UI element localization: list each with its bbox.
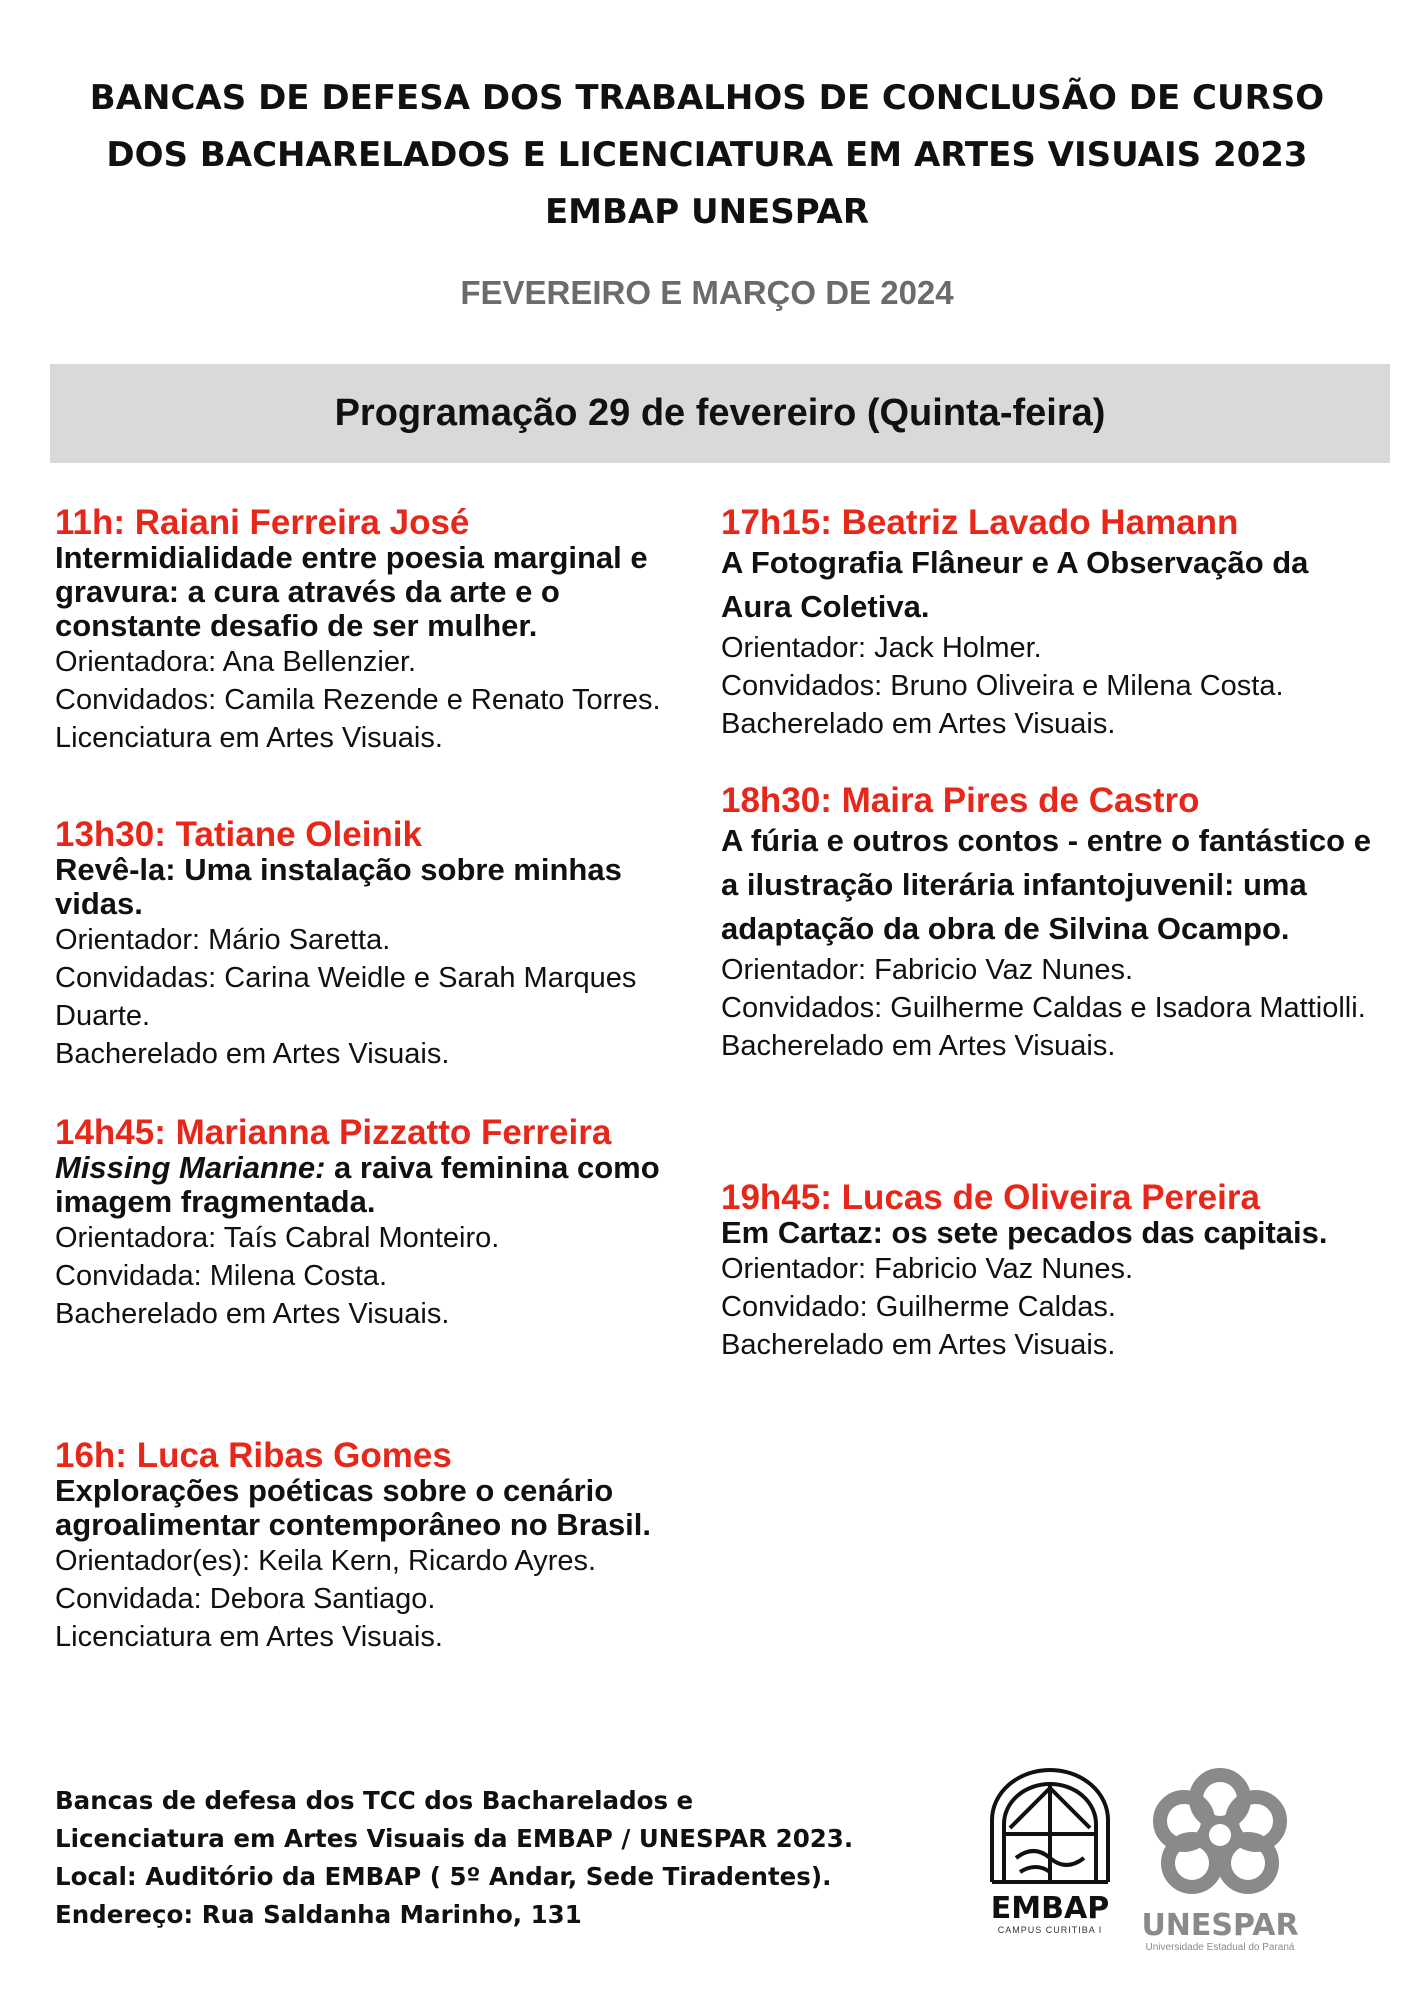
schedule-entry: [55, 505, 705, 757]
main-title-line-2: DOS BACHARELADOS E LICENCIATURA EM ARTES VISUAIS 2023: [106, 135, 1308, 175]
footer-line: Bancas de defesa dos TCC dos Bacharelados e: [55, 1786, 694, 1815]
entry-guests: Convidada: Debora Santiago.: [55, 1583, 436, 1615]
entry-course: Bacherelado em Artes Visuais.: [55, 1038, 450, 1070]
entry-advisor: Orientadora: Taís Cabral Monteiro.: [55, 1222, 500, 1254]
main-title-line-3: EMBAP UNESPAR: [544, 192, 870, 232]
entry-work-title: Revê-la: Uma instalação sobre minhas vidas.: [55, 852, 622, 921]
entry-work-title: Explorações poéticas sobre o cenário agroalimentar contemporâneo no Brasil.: [55, 1473, 652, 1542]
entry-advisor: Orientadora: Ana Bellenzier.: [55, 646, 417, 678]
entry-course: Licenciatura em Artes Visuais.: [55, 722, 443, 754]
entry-time-name: 11h: Raiani Ferreira José: [55, 503, 470, 542]
entry-time-name: 19h45: Lucas de Oliveira Pereira: [721, 1178, 1260, 1217]
schedule-entry: [55, 1115, 705, 1333]
embap-logo: [986, 1768, 1114, 1935]
entry-work-title-italic: Missing Marianne:: [55, 1150, 326, 1185]
main-title-line-1: BANCAS DE DEFESA DOS TRABALHOS DE CONCLUSÃO DE CURSO: [89, 78, 1325, 118]
entry-work-title: [55, 1151, 705, 1219]
program-banner: [50, 364, 1390, 463]
entry-course: Licenciatura em Artes Visuais.: [55, 1621, 443, 1653]
entry-time-name: 16h: Luca Ribas Gomes: [55, 1436, 452, 1475]
entry-guests: Convidado: Guilherme Caldas.: [721, 1291, 1116, 1323]
entry-course: Bacherelado em Artes Visuais.: [721, 1030, 1116, 1062]
arched-window-logo-icon: [986, 1768, 1114, 1884]
entry-advisor: Orientador: Fabricio Vaz Nunes.: [721, 1253, 1134, 1285]
entry-course: Bacherelado em Artes Visuais.: [721, 708, 1116, 740]
entry-work-title-rest: a raiva feminina como imagem fragmentada.: [55, 1150, 660, 1219]
entry-work-title: Intermidialidade entre poesia marginal e gravura: a cura através da arte e o constante desafio de ser mulher.: [55, 540, 648, 643]
entry-guests: Convidados: Guilherme Caldas e Isadora Mattiolli.: [721, 992, 1366, 1024]
event-dates: FEVEREIRO E MARÇO DE 2024: [460, 274, 954, 311]
schedule-entry: [721, 783, 1371, 1065]
schedule-entry: [721, 1180, 1371, 1364]
entry-advisor: Orientador(es): Keila Kern, Ricardo Ayres.: [55, 1545, 597, 1577]
entry-time-name: 17h15: Beatriz Lavado Hamann: [721, 503, 1239, 542]
entry-course: Bacherelado em Artes Visuais.: [55, 1298, 450, 1330]
program-banner-label: Programação 29 de fevereiro (Quinta-feira): [334, 392, 1106, 434]
entry-time-name: 18h30: Maira Pires de Castro: [721, 781, 1200, 820]
entry-guests: Convidadas: Carina Weidle e Sarah Marques Duarte.: [55, 962, 637, 1032]
entry-guests: Convidados: Camila Rezende e Renato Torres.: [55, 684, 661, 716]
entry-work-title: A Fotografia Flâneur e A Observação da Aura Coletiva.: [721, 545, 1309, 624]
unespar-logo-subtitle: Universidade Estadual do Paraná: [1145, 1942, 1295, 1953]
entry-advisor: Orientador: Fabricio Vaz Nunes.: [721, 954, 1134, 986]
entry-time-name: 13h30: Tatiane Oleinik: [55, 815, 422, 854]
footer-info: [55, 1782, 915, 1934]
footer-line: Local: Auditório da EMBAP ( 5º Andar, Sede Tiradentes).: [55, 1862, 832, 1891]
entry-work-title: Em Cartaz: os sete pecados das capitais.: [721, 1215, 1328, 1250]
embap-logo-wordmark: EMBAP: [990, 1891, 1110, 1926]
unespar-logo: [1140, 1763, 1300, 1953]
entry-advisor: Orientador: Jack Holmer.: [721, 632, 1042, 664]
entry-guests: Convidada: Milena Costa.: [55, 1260, 388, 1292]
entry-course: Bacherelado em Artes Visuais.: [721, 1329, 1116, 1361]
schedule-entry: [55, 1438, 705, 1656]
flower-logo-icon: [1140, 1763, 1300, 1905]
entry-guests: Convidados: Bruno Oliveira e Milena Costa.: [721, 670, 1284, 702]
footer-line: Licenciatura em Artes Visuais da EMBAP / UNESPAR 2023.: [55, 1824, 854, 1853]
entry-work-title: A fúria e outros contos - entre o fantástico e a ilustração literária infantojuvenil: uma adaptação da obra de Silvina Ocampo.: [721, 823, 1371, 946]
embap-logo-subtitle: CAMPUS CURITIBA I: [997, 1925, 1103, 1935]
entry-time-name: 14h45: Marianna Pizzatto Ferreira: [55, 1113, 612, 1152]
unespar-logo-wordmark: UNESPAR: [1141, 1908, 1299, 1943]
document-header: [0, 70, 1414, 241]
entry-advisor: Orientador: Mário Saretta.: [55, 924, 391, 956]
schedule-entry: [55, 817, 705, 1073]
schedule-entry: [721, 505, 1371, 743]
footer-line: Endereço: Rua Saldanha Marinho, 131: [55, 1900, 582, 1929]
